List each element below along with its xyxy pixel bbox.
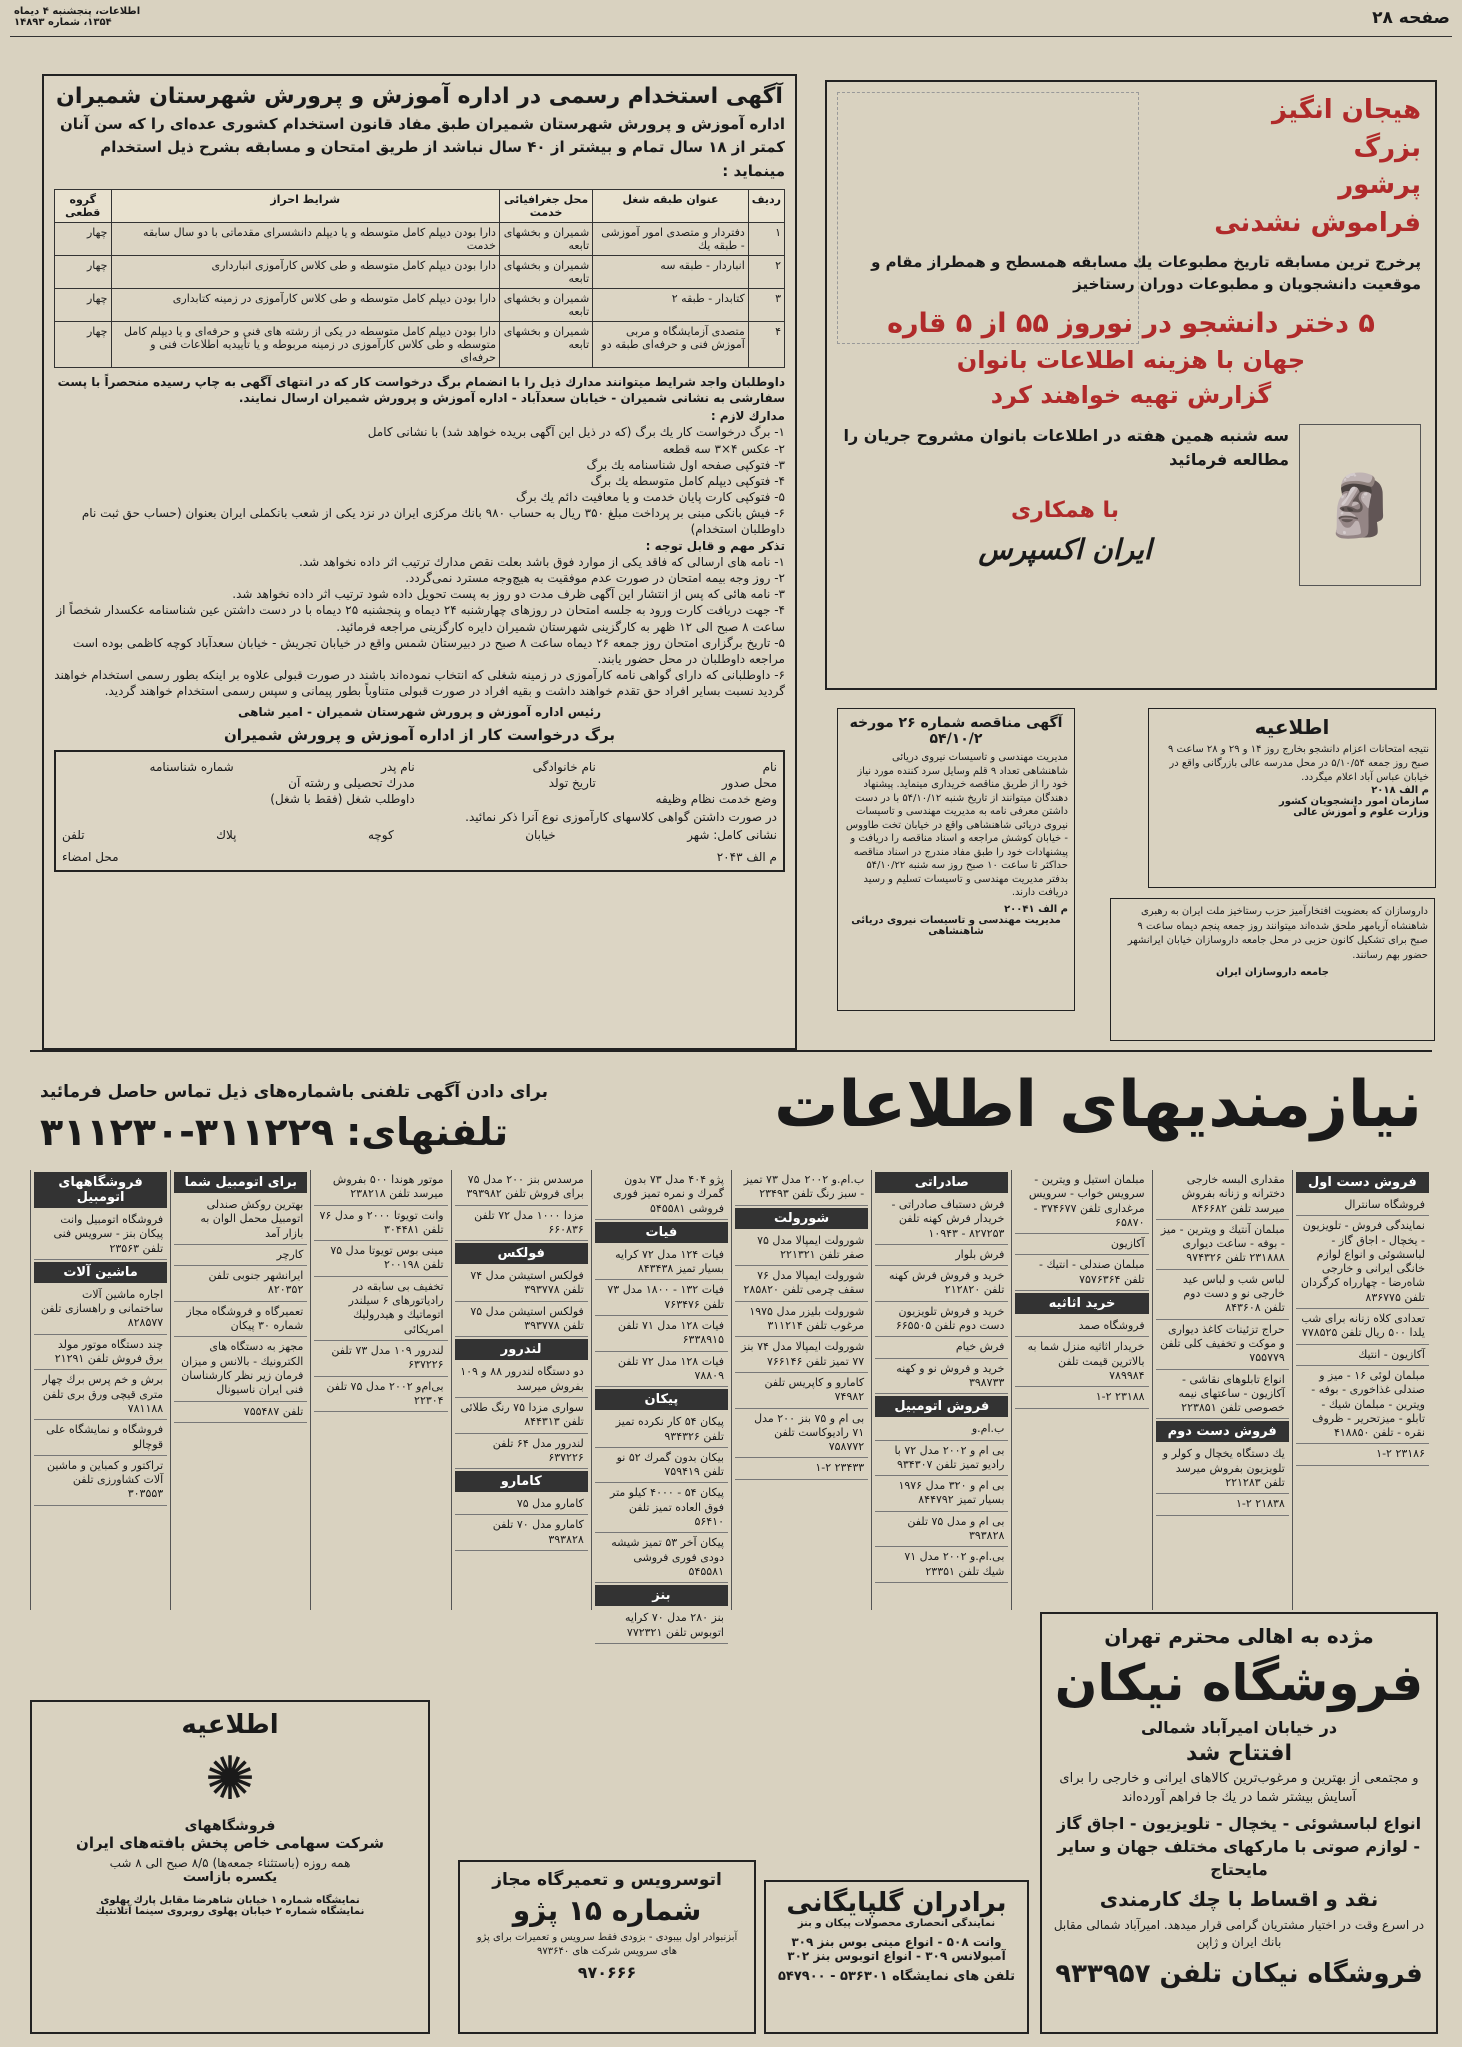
doc-item: ۵- فتوکپی کارت پایان خدمت و یا معافیت دائم یك برگ xyxy=(516,490,785,505)
table-header: گروه قطعی xyxy=(55,189,112,222)
contest-ad xyxy=(825,80,1437,690)
classified-ad: فروشگاه صمد xyxy=(1015,1316,1148,1337)
table-row xyxy=(55,222,785,255)
table-row xyxy=(55,288,785,321)
statue-icon: 🗿 xyxy=(1299,424,1421,586)
classified-ad: خرید و فروش تلویزیون دست دوم تلفن ۶۶۵۵۰۵ xyxy=(875,1302,1008,1338)
masthead-issue: ۱۳۵۴، شماره ۱۴۸۹۳ xyxy=(14,17,112,28)
party-sign: جامعه داروسازان ایران xyxy=(1215,967,1330,978)
textile-company: شرکت سهامی خاص پخش بافته‌های ایران xyxy=(76,1834,384,1852)
notice-ad xyxy=(1148,708,1436,888)
brothers-l2: آمبولانس ۳۰۹ - انواع اتوبوس بنز ۳۰۲ xyxy=(787,1949,1006,1963)
classified-column xyxy=(731,1170,871,1610)
form-sign: محل امضاء xyxy=(62,849,119,864)
classified-ad: سواری مزدا ۷۵ رنگ طلائی تلفن ۸۴۴۳۱۳ xyxy=(455,1398,588,1434)
form-field: شماره شناسنامه xyxy=(149,759,234,774)
address-field: تلفن xyxy=(62,827,85,842)
table-header: محل جغرافیائی خدمت xyxy=(499,189,592,222)
service-num: شماره ۱۵ پژو xyxy=(512,1894,702,1927)
classified-ad: لندرور ۱۰۹ مدل ۷۳ تلفن ۶۳۷۲۲۶ xyxy=(314,1341,447,1377)
classified-ad: مبلمان لوئی ۱۶ - میز و صندلی غذاخوری - بوفه - ویترین - مبلمان شیك - تابلو - میزتحریر - ظروف نقره - تلفن ۴۱۸۸۵۰ xyxy=(1296,1366,1429,1444)
contest-sub: پرخرج ترین مسابقه تاریخ مطبوعات یك مسابقه همسطح و همطراز مقام و موقعیت دانشجویان و مطبوعات دوران رستاخیز xyxy=(871,252,1421,294)
classified-column xyxy=(591,1170,731,1639)
contest-big3: گزارش تهیه خواهند کرد xyxy=(990,380,1272,409)
classified-ad: لندرور مدل ۶۴ تلفن ۶۳۷۲۲۶ xyxy=(455,1434,588,1470)
note-item: ۴- جهت دریافت کارت ورود به جلسه امتحان در روزهای چهارشنبه ۲۴ دیماه و پنجشنبه ۲۵ دیماه با در دست داشتن عین شناسنامه عکسدار شخصاً از ساعت ۸ صبح الی ۱۲ ظهر به کارگزینی شهرستان شمیران دایره کارگزینی مراجعه فرمائید. xyxy=(56,603,785,634)
classified-ad: ۲۳۱۸۶ ۱-۲ xyxy=(1296,1444,1429,1465)
classified-ad: پیکان آخر ۵۳ تمیز شیشه دودی فوری فروشی ۵۴۵۵۸۱ xyxy=(595,1533,728,1583)
store-body: و مجتمعی از بهترین و مرغوب‌ترین کالاهای ایرانی و خارجی را برای آسایش بیشتر شما در یك جا فراهم آورده‌اند xyxy=(1059,1771,1419,1805)
classified-ad: فیات ۱۳۲ - ۱۸۰۰ مدل ۷۳ تلفن ۷۶۳۴۷۶ xyxy=(595,1280,728,1316)
classified-ad: فرش دستباف صادراتی - خریدار فرش کهنه تلفن ۸۲۷۲۵۳ - ۱۰۹۴۳ xyxy=(875,1195,1008,1245)
table-cell: چهار xyxy=(55,288,112,321)
table-cell: انباردار - طبقه سه xyxy=(593,255,749,288)
classified-ad: خرید و فروش فرش کهنه تلفن ۲۱۲۸۲۰ xyxy=(875,1266,1008,1302)
table-cell: چهار xyxy=(55,222,112,255)
classified-ad: شورولت ایمپالا مدل ۷۴ بنز ۷۷ تمیز تلفن ۷۶۶۱۴۶ xyxy=(735,1337,868,1373)
form-field xyxy=(424,792,596,806)
contest-big1: ۵ دختر دانشجو در نوروز ۵۵ از ۵ قاره xyxy=(887,307,1375,339)
address-field: خیابان xyxy=(525,827,556,842)
service-body: آبزنبوادر اول بیبودی - بزودی فقط سرویس و تعمیرات برای پژو های سرویس شرکت های ۹۷۳۶۴۰ xyxy=(476,1932,738,1957)
note-item: ۲- روز وجه بیمه امتحان در صورت عدم موفقیت به هیچ‌وجه مسترد نمی‌گردد. xyxy=(405,571,785,585)
form-fields xyxy=(62,760,777,806)
classified-column xyxy=(30,1170,170,1610)
doc-item: ۳- فتوکپی صفحه اول شناسنامه یك برگ xyxy=(586,457,785,472)
table-cell: ۲ xyxy=(748,255,784,288)
classified-column xyxy=(451,1170,591,1610)
form-field: نام xyxy=(762,759,777,774)
classified-ad: فولکس استیشن مدل ۷۵ تلفن ۳۹۳۷۷۸ xyxy=(455,1302,588,1338)
notice-title: اطلاعیه xyxy=(1254,715,1330,739)
table-row xyxy=(55,321,785,367)
classified-ad: خرید و فروش نو و کهنه ۳۹۸۷۳۳ xyxy=(875,1359,1008,1395)
textile-price: یکسره بازاست xyxy=(182,1870,278,1885)
form-field: داوطلب شغل (فقط با شغل) xyxy=(270,791,415,806)
form-row xyxy=(62,760,777,774)
classified-ad: ۲۱۸۳۸ ۱-۲ xyxy=(1156,1494,1289,1515)
classified-ad: خریدار اثاثیه منزل شما به بالاترین قیمت تلفن ۷۸۹۹۸۴ xyxy=(1015,1337,1148,1387)
store-head: مژده به اهالی محترم تهران xyxy=(1104,1624,1374,1648)
notice-body: نتیجه امتحانات اعزام دانشجو بخارج روز ۱۴ و ۲۹ و ۲۸ ساعت ۹ صبح روز جمعه ۵/۱۰/۵۴ در محل مدرسه عالی بازرگانی واقع در خیابان عباس آباد اعلام میگردد. xyxy=(1167,744,1429,783)
notice-ref: م الف ۲۰۱۸ xyxy=(1371,785,1429,796)
form-field: محل صدور xyxy=(721,775,777,790)
classified-column xyxy=(170,1170,310,1610)
form-field xyxy=(62,776,234,790)
brothers-sub: نمایندگی انحصاری محصولات پیکان و بنز xyxy=(797,1918,996,1929)
service-ad xyxy=(458,1860,756,2034)
classified-ad: برش و خم پرس برك چهار متری قیچی ورق بری تلفن ۷۸۱۱۸۸ xyxy=(34,1370,167,1420)
classified-ad: مقداری البسه خارجی دخترانه و زنانه بفروش میرسد تلفن ۸۴۶۶۸۲ xyxy=(1156,1170,1289,1220)
header-rule xyxy=(10,36,1452,37)
table-cell: چهار xyxy=(55,255,112,288)
classified-ad: موتور هوندا ۵۰۰ بفروش میرسد تلفن ۲۳۸۲۱۸ xyxy=(314,1170,447,1206)
table-cell: دارا بودن دیپلم کامل متوسطه و طی کلاس کارآموزی انبارداری xyxy=(111,255,499,288)
party-body: داروسازان که بعضویت افتخارآمیز حزب رستاخیز ملت ایران به رهبری شاهنشاه آریامهر ملحق شده‌اند میتوانند روز جمعه پنجم دیماه ساعت ۹ صبح برای تشکیل کانون حزبی در محل جامعه داروسازان خیابان ایرانشهر حضور بهم رسانند. xyxy=(1127,906,1428,961)
table-cell: دارا بودن دیپلم کامل متوسطه در یکی از رشته های فنی و حرفه‌ای و یا دیپلم کامل متوسطه و طی کلاس کارآموزی در زمینه مربوطه و یا تأییدیه اطلاعات فنی و حرفه‌ای xyxy=(111,321,499,367)
classified-ad: مبلمان صندلی - انتیك - تلفن ۷۵۷۶۳۶۴ xyxy=(1015,1255,1148,1291)
category-header: فولکس xyxy=(455,1243,588,1264)
classified-ad: آکازیون - انتیك xyxy=(1296,1345,1429,1366)
classified-ad: کارچر xyxy=(174,1245,307,1266)
category-header: شورولت xyxy=(735,1208,868,1229)
page-number: صفحه ۲۸ xyxy=(1372,8,1450,28)
doc-item: ۶- فیش بانکی مبنی بر پرداخت مبلغ ۳۵۰ ریال به حساب ۹۸۰ بانك مرکزی ایران در نزد یکی از شعب بانکملی ایران بعنوان (حساب حق ثبت نام داوطلبان استخدام) xyxy=(81,506,785,537)
classified-ad: دو دستگاه لندرور ۸۸ و ۱۰۹ بفروش میرسد xyxy=(455,1362,588,1398)
table-cell: دارا بودن دیپلم کامل متوسطه و طی کلاس کارآموزی در زمینه کتابداری xyxy=(111,288,499,321)
store-name: فروشگاه نیکان xyxy=(1054,1654,1424,1712)
classified-call: برای دادن آگهی تلفنی باشماره‌های ذیل تماس حاصل فرمائید xyxy=(40,1082,549,1102)
docs-list xyxy=(54,424,785,537)
contest-art xyxy=(837,92,1139,344)
classified-ad: شورولت بلیزر مدل ۱۹۷۵ مرغوب تلفن ۳۱۱۲۱۴ xyxy=(735,1302,868,1338)
classified-ad: پژو ۴۰۴ مدل ۷۳ بدون گمرك و نمره تمیز فوری فروشی ۵۴۵۵۸۱ xyxy=(595,1170,728,1220)
textile-hours: همه روزه (باستثناء جمعه‌ها) ۸/۵ صبح الی ۸ شب xyxy=(109,1856,351,1870)
classified-ad: ب.ام.و xyxy=(875,1419,1008,1440)
store-phone: فروشگاه نیکان تلفن ۹۳۳۹۵۷ xyxy=(1055,1958,1423,1989)
doc-item: ۲- عکس ۴×۳ سه قطعه xyxy=(662,441,785,456)
hiring-ad xyxy=(42,74,797,1050)
classified-ad: بی.ام.و ۲۰۰۲ مدل ۷۱ شیك تلفن ۲۳۳۵۱ xyxy=(875,1547,1008,1583)
table-header: شرایط احراز xyxy=(111,189,499,222)
address-field: پلاك xyxy=(216,827,237,842)
brothers-l1: وانت ۵۰۸ - انواع مینی بوس بنز ۳۰۹ xyxy=(791,1935,1002,1949)
classified-ad: ب.ام.و ۲۰۰۲ مدل ۷۳ تمیز - سبز رنگ تلفن ۲۳۴۹۳ xyxy=(735,1170,868,1206)
address-field: کوچه xyxy=(367,827,394,842)
table-cell: شمیران و بخشهای تابعه xyxy=(499,222,592,255)
classified-ad: بی ام و ۳۲۰ مدل ۱۹۷۶ بسیار تمیز ۸۴۴۷۹۲ xyxy=(875,1476,1008,1512)
store-pay: نقد و اقساط با چك کارمندی xyxy=(1099,1887,1379,1912)
table-cell: چهار xyxy=(55,321,112,367)
note-item: ۶- داوطلبانی که دارای گواهی نامه کارآموزی در زمینه شغلی که انتخاب نموده‌اند باشند در صورت قبولی علاوه بر اینکه بطور رسمی استخدام خواهند گردید نسبت بسایر افراد حق تقدم خواهند داشت و بقیه افراد در صورت قبولی متناوباً بطور پیمانی و سپس رسمی استخدام خواهند گردید. xyxy=(54,668,785,699)
classified-ad: بی ام و ۷۵ بنز ۲۰۰ مدل ۷۱ رادیوکاست تلفن ۷۵۸۷۷۲ xyxy=(735,1409,868,1459)
contest-line: پرشور xyxy=(1338,170,1421,201)
classified-column xyxy=(1011,1170,1151,1610)
masthead-date: اطلاعات، پنجشنبه ۴ دیماه xyxy=(14,6,141,17)
phones-label: تلفنهای: xyxy=(346,1110,509,1154)
form-field: وضع خدمت نظام وظیفه xyxy=(655,791,777,806)
store-items: انواع لباسشوئی - یخچال - تلویزیون - اجاق گاز - لوازم صوتی با مارکهای مختلف جهان و سایر مایحتاج xyxy=(1056,1813,1422,1880)
brothers-phone: تلفن های نمایشگاه ۵۳۶۳۰۱ - ۵۴۷۹۰۰ xyxy=(777,1969,1015,1984)
contest-coop: با همکاری xyxy=(1010,498,1120,524)
classified-ad: ایرانشهر جنوبی تلفن ۸۲۰۳۵۲ xyxy=(174,1266,307,1302)
note-item: ۱- نامه های ارسالی که فاقد یکی از موارد فوق باشد بعلت نقص مدارك ترتیب اثر داده نخواهد شد. xyxy=(298,554,785,569)
classified-ad: تلفن ۷۵۵۴۸۷ xyxy=(174,1402,307,1423)
category-header: بنز xyxy=(595,1585,728,1606)
classified-ad: شورولت ایمپالا مدل ۷۶ سقف چرمی تلفن ۲۸۵۸۲۰ xyxy=(735,1266,868,1302)
masthead xyxy=(14,6,140,28)
classified-column xyxy=(310,1170,450,1610)
table-cell: متصدی آزمایشگاه و مربی آموزش فنی و حرفه‌ای طبقه دو xyxy=(593,321,749,367)
notice-sign2: وزارت علوم و آموزش عالی xyxy=(1293,807,1429,818)
classified-column xyxy=(1152,1170,1292,1610)
classified-ad: فیات ۱۲۴ مدل ۷۲ کرایه بسیار تمیز ۸۴۳۴۳۸ xyxy=(595,1245,728,1281)
tender-title: آگهی مناقصه شماره ۲۶ مورخه ۵۴/۱۰/۲ xyxy=(849,715,1063,747)
textile-ad xyxy=(30,1700,430,2034)
table-cell: دفتردار و متصدی امور آموزشی - طبقه یك xyxy=(593,222,749,255)
table-row xyxy=(55,255,785,288)
classified-ad: فروشگاه و نمایشگاه علی قوچالو xyxy=(34,1420,167,1456)
classified-ad: انواع تابلوهای نقاشی - آکازیون - ساعتهای نیمه خصوصی تلفن ۲۲۳۸۵۱ xyxy=(1156,1370,1289,1420)
classified-ad: بهترین روکش صندلی اتومبیل محمل الوان به بازار آمد xyxy=(174,1195,307,1245)
tender-sign: مدیریت مهندسی و تاسیسات نیروی دریائی شاهنشاهی xyxy=(851,914,1061,937)
classified-title: نیازمندیهای اطلاعات xyxy=(774,1068,1422,1142)
textile-stores: فروشگاههای xyxy=(184,1818,276,1834)
category-header: فروش دست دوم xyxy=(1156,1421,1289,1442)
category-header: لندرور xyxy=(455,1339,588,1360)
classified-ad: تراکتور و کمباین و ماشین آلات کشاورزی تلفن ۳۰۳۵۵۳ xyxy=(34,1456,167,1506)
form-field xyxy=(62,792,234,806)
store-ad xyxy=(1040,1612,1438,2034)
table-cell: شمیران و بخشهای تابعه xyxy=(499,255,592,288)
table-cell: دارا بودن دیپلم کامل متوسطه و یا دیپلم دانشسرای مقدماتی با دو سال سابقه خدمت xyxy=(111,222,499,255)
store-addr: در خیابان امیرآباد شمالی xyxy=(1140,1718,1338,1737)
category-header: خرید اثاثیه xyxy=(1015,1293,1148,1314)
flower-logo-icon: ✺ xyxy=(204,1744,256,1814)
classified-ad: تعدادی کلاه زنانه برای شب یلدا ۵۰۰ ریال تلفن ۷۷۸۵۲۵ xyxy=(1296,1309,1429,1345)
classified-ad: فیات ۱۲۸ مدل ۷۱ تلفن ۶۳۳۸۹۱۵ xyxy=(595,1316,728,1352)
service-phone: ۹۷۰۶۶۶ xyxy=(577,1963,637,1982)
classified-ad: مبلمان استیل و ویترین - سرویس خواب - سرویس مرغداری تلفن ۳۷۴۶۷۷ - ۶۵۸۷۰ xyxy=(1015,1170,1148,1234)
sponsor-logo: ایران اکسپرس xyxy=(978,533,1152,567)
classified-ad: کامارو مدل ۷۵ xyxy=(455,1494,588,1515)
classified-ad: فروشگاه سانترال xyxy=(1296,1195,1429,1216)
phones-numbers: ۳۱۱۲۳۰-۳۱۱۲۲۹ xyxy=(40,1110,335,1154)
contest-info: سه شنبه همین هفته در اطلاعات بانوان مشروح جریان را مطالعه فرمائید xyxy=(843,426,1289,470)
classified-ad: ۲۳۱۸۸ ۱-۲ xyxy=(1015,1387,1148,1408)
doc-item: ۴- فتوکپی دیپلم کامل متوسطه یك برگ xyxy=(590,473,785,488)
classified-ad: مبلمان آنتیك و ویترین - میز - بوفه - ساعت دیواری ۲۳۱۸۸۸ تلفن ۹۷۴۳۲۶ xyxy=(1156,1220,1289,1270)
service-title: اتوسرویس و تعمیرگاه مجاز xyxy=(492,1870,722,1890)
textile-title: اطلاعیه xyxy=(181,1710,279,1740)
table-cell: شمیران و بخشهای تابعه xyxy=(499,321,592,367)
party-notice xyxy=(1110,898,1435,1041)
classified-ad: فرش بلوار xyxy=(875,1245,1008,1266)
form-field: نام خانوادگی xyxy=(532,759,596,774)
classified-column xyxy=(871,1170,1011,1610)
table-cell: ۳ xyxy=(748,288,784,321)
tender-ref: م الف ۲۰۰۴۱ xyxy=(1004,903,1068,915)
contest-line: بزرگ xyxy=(1353,132,1421,163)
hiring-title: آگهی استخدام رسمی در اداره آموزش و پرورش شهرستان شمیران xyxy=(56,84,783,109)
classified-ad: فولکس استیشن مدل ۷۴ تلفن ۳۹۳۷۷۸ xyxy=(455,1266,588,1302)
contest-big2: جهان با هزینه اطلاعات بانوان xyxy=(956,345,1306,374)
positions-table xyxy=(54,189,785,368)
hiring-intro: اداره آموزش و پرورش شهرستان شمیران طبق مفاد قانون استخدام کشوری عده‌ای را که سن آنان کمتر از ۱۸ سال تمام و بیشتر از ۴۰ سال نباشد از طریق امتحان و مسابقه بشرح ذیل استخدام مینماید : xyxy=(59,115,785,180)
classified-ad: فیات ۱۲۸ مدل ۷۲ تلفن ۷۸۸۰۹ xyxy=(595,1352,728,1388)
classified-ad: مزدا ۱۰۰۰ مدل ۷۲ تلفن ۶۶۰۸۳۶ xyxy=(455,1206,588,1242)
contest-line: هیجان انگیز xyxy=(1272,95,1421,125)
classified-ad: مجهز به دستگاه های الکترونیك - بالانس و میزان فرمان زیر نظر کارشناسان فنی ایران ناسیونال xyxy=(174,1337,307,1401)
table-cell: ۱ xyxy=(748,222,784,255)
form-row xyxy=(62,792,777,806)
classified-ad: لباس شب و لباس عید خارجی نو و دست دوم تلفن ۸۴۳۶۰۸ xyxy=(1156,1270,1289,1320)
classified-ad: تعمیرگاه و فروشگاه مجاز شماره ۳۰ پیکان xyxy=(174,1302,307,1338)
hiring-body: داوطلبان واجد شرایط میتوانند مدارك ذیل را با انضمام برگ درخواست کار که در انتهای آگهی به چاپ رسیده منحصراً با پست سفارشی به نشانی شمیران - خیابان سعدآباد - اداره آموزش و پرورش شمیران ارسال نمایند. xyxy=(57,374,785,405)
form-address xyxy=(62,828,777,842)
application-form xyxy=(54,750,785,872)
category-header: فروش اتومبیل xyxy=(875,1396,1008,1417)
notes-title: تذکر مهم و قابل توجه : xyxy=(645,538,785,553)
classified-ad: مینی بوس تویوتا مدل ۷۵ تلفن ۲۰۰۱۹۸ xyxy=(314,1241,447,1277)
address-field: نشانی کامل: شهر xyxy=(687,827,777,842)
classified-ad: شورولت ایمپالا مدل ۷۵ صفر تلفن ۲۲۱۳۲۱ xyxy=(735,1231,868,1267)
brothers-title: برادران گلپایگانی xyxy=(786,1888,1007,1918)
classified-ad: ۲۳۴۳۳ ۱-۲ xyxy=(735,1458,868,1479)
classified-ad: مرسدس بنز ۲۰۰ مدل ۷۵ برای فروش تلفن ۳۹۳۹۸۲ xyxy=(455,1170,588,1206)
classified-ad: وانت تویوتا ۲۰۰۰ و مدل ۷۶ تلفن ۳۰۴۴۸۱ xyxy=(314,1206,447,1242)
store-closing: در اسرع وقت در اختیار مشتریان گرامی قرار میدهد. امیرآباد شمالی مقابل بانك ایران و ژاپن xyxy=(1053,1918,1425,1950)
table-cell: شمیران و بخشهای تابعه xyxy=(499,288,592,321)
classified-ad: کامارو و کاپریس تلفن ۷۴۹۸۲ xyxy=(735,1373,868,1409)
category-header: برای اتومبیل شما xyxy=(174,1172,307,1193)
category-header: پیکان xyxy=(595,1389,728,1410)
form-note: در صورت داشتن گواهی کلاسهای کارآموزی نوع آنرا ذکر نمائید. xyxy=(465,809,777,824)
category-header: فروشگاههای اتومبیل xyxy=(34,1172,167,1208)
table-header: عنوان طبقه شغل xyxy=(593,189,749,222)
category-header: فروش دست اول xyxy=(1296,1172,1429,1193)
form-row xyxy=(62,776,777,790)
brothers-ad xyxy=(764,1880,1029,2034)
form-field: نام پدر xyxy=(381,759,415,774)
contest-line: فراموش نشدنی xyxy=(1214,208,1421,239)
classified-ad: اجاره ماشین آلات ساختمانی و راهسازی تلفن ۸۲۸۵۷۷ xyxy=(34,1285,167,1335)
category-header: فیات xyxy=(595,1222,728,1243)
note-item: ۵- تاریخ برگزاری امتحان روز جمعه ۲۶ دیماه ساعت ۸ صبح در دبیرستان شمس واقع در خیابان تجریش - خیابان سعدآباد کوچه کاظمی بوده است مراجعه داوطلبان در محل حضور یابند. xyxy=(72,635,785,666)
classified-ad: بیکان بدون گمرك ۵۲ نو تلفن ۷۵۹۴۱۹ xyxy=(595,1448,728,1484)
notes-list xyxy=(54,554,785,700)
classified-ad: بی ام و مدل ۷۵ تلفن ۳۹۳۸۲۸ xyxy=(875,1512,1008,1548)
classified-ad: پیکان ۵۴ کار نکرده تمیز تلفن ۹۳۴۳۲۶ xyxy=(595,1412,728,1448)
classified-ad: فرش خیام xyxy=(875,1337,1008,1358)
classified-ad: تخفیف بی سابقه در رادیاتورهای ۶ سیلندر اتوماتیك و هیدرولیك امریکائی xyxy=(314,1277,447,1341)
classified-ad: کامارو مدل ۷۰ تلفن ۳۹۳۸۲۸ xyxy=(455,1515,588,1551)
hiring-signature: رئیس اداره آموزش و پرورش شهرستان شمیران - امیر شاهی xyxy=(238,704,601,719)
table-cell: کتابدار - طبقه ۲ xyxy=(593,288,749,321)
note-item: ۳- نامه هائی که پس از انتشار این آگهی ظرف مدت دو روز به پست تحویل داده شود ترتیب اثر داده نخواهد شد. xyxy=(232,587,785,602)
section-rule xyxy=(30,1050,1432,1052)
tender-ad xyxy=(837,708,1075,1011)
notice-sign1: سازمان امور دانشجویان کشور xyxy=(1279,796,1429,807)
classified-ad: یك دستگاه یخچال و کولر و تلویزیون بفروش میرسد تلفن ۲۲۱۲۸۳ xyxy=(1156,1444,1289,1494)
classified-ad: بی‌ام‌و ۲۰۰۲ مدل ۷۵ تلفن ۲۲۳۰۴ xyxy=(314,1377,447,1413)
classified-ad: پیکان ۵۴ - ۴۰۰۰ کیلو متر فوق العاده تمیز تلفن ۵۶۴۱۰ xyxy=(595,1483,728,1533)
classified-ad: چند دستگاه موتور مولد برق فروش تلفن ۲۱۲۹۱ xyxy=(34,1335,167,1371)
category-header: ماشین آلات xyxy=(34,1262,167,1283)
classified-ad: حراج تزئینات کاغذ دیواری و موکت و تخفیف کلی تلفن ۷۵۵۷۷۹ xyxy=(1156,1320,1289,1370)
classified-ad: آکازیون xyxy=(1015,1234,1148,1255)
tender-body: مدیریت مهندسی و تاسیسات نیروی دریائی شاهنشاهی تعداد ۹ قلم وسایل سرد کننده مورد نیاز خود را از طریق مناقصه خریداری مینماید. پیشنهاد دهندگان میتوانند از تاریخ شنبه ۵۴/۱۰/۱۲ با در دست داشتن معرفی نامه به مدیریت مهندسی و تاسیسات نیروی دریائی شاهنشاهی واقع در خیابان تخت طاووس - خیابان کوشش مراجعه و اسناد مناقصه را دریافت و پیشنهادات خود را طبق مفاد مندرج در اسناد مناقصه حداکثر تا ساعت ۱۰ صبح روز سه شنبه ۵۴/۱۰/۲۲ بدفتر مدیریت مهندسی و تاسیسات تسلیم و رسید دریافت دارند. xyxy=(845,752,1068,898)
contest-headlines xyxy=(1121,92,1421,243)
category-header: کامارو xyxy=(455,1471,588,1492)
table-cell: ۴ xyxy=(748,321,784,367)
form-title: برگ درخواست کار از اداره آموزش و پرورش شمیران xyxy=(224,725,615,744)
table-header: ردیف xyxy=(748,189,784,222)
classified-column xyxy=(1292,1170,1432,1610)
form-ref: م الف ۲۰۴۳ xyxy=(716,849,777,864)
store-open: افتتاح شد xyxy=(1185,1741,1293,1766)
classified-ad: نمایندگی فروش - تلویزیون - یخچال - اجاق گاز - لباسشوئی و انواع لوازم خانگی ایرانی و خارجی شاه‌رضا - چهارراه کرگردان تلفن ۸۳۶۷۷۵ xyxy=(1296,1216,1429,1309)
classified-ad: فروشگاه اتومبیل وانت پیکان بنز - سرویس فنی تلفن ۲۳۵۶۳ xyxy=(34,1210,167,1260)
classified-phones xyxy=(40,1110,508,1154)
doc-item: ۱- برگ درخواست کار یك برگ (که در ذیل این آگهی بریده خواهد شد) با نشانی کامل xyxy=(367,425,785,440)
classified-ad: بی ام و ۲۰۰۲ مدل ۷۲ با رادیو تمیز تلفن ۹۳۴۳۰۷ xyxy=(875,1441,1008,1477)
form-field: مدرك تحصیلی و رشته آن xyxy=(288,775,415,790)
classified-ad: بنز ۲۸۰ مدل ۷۰ کرایه اتوبوس تلفن ۷۷۲۳۲۱ xyxy=(595,1608,728,1644)
textile-s1: نمایشگاه شماره ۱ خیابان شاهرضا مقابل پارك پهلوی xyxy=(100,1895,360,1906)
textile-s2: نمایشگاه شماره ۲ خیابان پهلوی روبروی سینما آتلانتیك xyxy=(95,1906,365,1917)
form-field: تاریخ تولد xyxy=(548,775,596,790)
docs-title: مدارك لازم : xyxy=(710,409,785,424)
category-header: صادراتی xyxy=(875,1172,1008,1193)
